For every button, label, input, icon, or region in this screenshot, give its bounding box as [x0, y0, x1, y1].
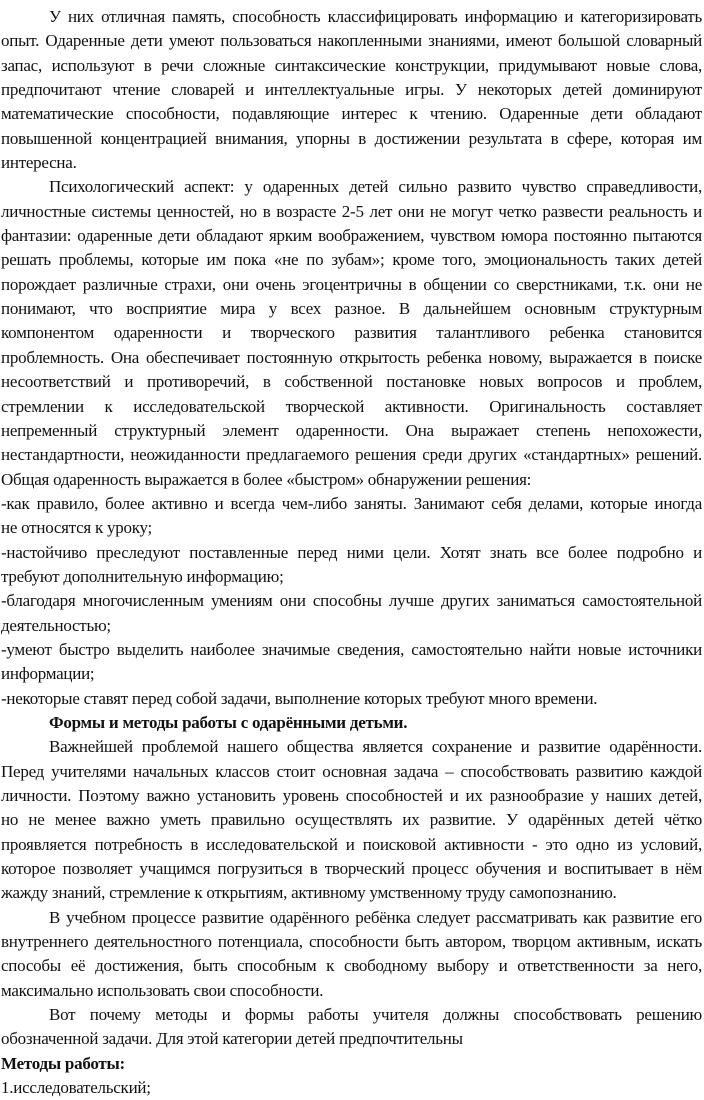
text-line: обозначенной задачи. Для этой категории детей предпочтительны — [1, 1029, 463, 1049]
text-line: Перед учителями начальных классов стоит основная задача – способствовать развитию каждой — [1, 761, 702, 781]
text-line: стремлении к исследовательской творческой активности. Оригинальность составляет — [1, 396, 702, 416]
paragraph — [1, 638, 702, 687]
paragraph — [1, 1076, 702, 1100]
text-line: -некоторые ставят перед собой задачи, выполнение которых требуют много времени. — [1, 688, 598, 708]
text-line: Общая одаренность выражается в более «быстром» обнаружении решения: — [1, 469, 532, 489]
text-line: которое позволяет учащимся погрузиться в творческий процесс обучения и воспитывает в нём — [1, 859, 702, 879]
paragraph — [1, 906, 702, 1003]
text-line: интересна. — [1, 153, 77, 173]
text-line: внутреннего деятельностного потенциала, способности быть автором, творцом активным, искать — [1, 932, 702, 952]
text-line: проявляется потребность в исследовательской и поисковой активности - это одно из условий, — [1, 834, 702, 854]
text-line: максимально использовать свои способности. — [1, 980, 324, 1000]
text-line: Методы работы: — [1, 1053, 125, 1073]
text-line: -благодаря многочисленным умениям они способны лучше других заниматься самостоятельной — [1, 591, 702, 611]
text-line: Формы и методы работы с одарёнными детьми. — [49, 712, 408, 732]
text-line: -умеют быстро выделить наиболее значимые сведения, самостоятельно найти новые источники — [1, 639, 702, 659]
text-line: решать проблемы, которые им пока «не по зубам»; кроме того, эмоциональность таких детей — [1, 250, 702, 270]
text-line: требуют дополнительную информацию; — [1, 566, 284, 586]
text-line: повышенной концентрацией внимания, упорны в достижении результата в сфере, которая им — [1, 128, 702, 148]
text-line: но не менее важно уметь правильно осуществлять их развитие. У одарённых детей чётко — [1, 810, 702, 830]
text-line: запас, используют в речи сложные синтаксические конструкции, придумывают новые слова, — [1, 55, 702, 75]
text-line: фантазии: одаренные дети обладают ярким воображением, чувством юмора постоянно пытаются — [1, 226, 702, 246]
text-line: личности. Поэтому важно установить уровень способностей и их разнообразие у наших детей, — [1, 786, 702, 805]
text-line: Психологический аспект: у одаренных детей сильно развито чувство справедливости, — [49, 177, 702, 197]
text-line: компонентом одаренности и творческого развития талантливого ребенка становится — [1, 323, 702, 343]
paragraph — [1, 1003, 702, 1052]
text-line: Вот почему методы и формы работы учителя должны способствовать решению — [49, 1005, 702, 1025]
text-line: несоответствий и противоречий, в собственной постановке новых вопросов и проблем, — [1, 372, 702, 392]
text-line: понимают, что восприятие мира у всех разное. В дальнейшем основным структурным — [1, 299, 702, 319]
paragraph — [1, 735, 702, 905]
text-line: личностные системы ценностей, но в возрасте 2-5 лет они не могут четко развести реальность и — [1, 201, 702, 221]
paragraph — [1, 589, 702, 638]
text-line: опыт. Одаренные дети умеют пользоваться накопленными знаниями, имеют большой словарный — [1, 31, 702, 51]
text-line: -настойчиво преследуют поставленные перед ними цели. Хотят знать все более подробно и — [1, 542, 702, 562]
paragraph — [1, 175, 702, 491]
text-line: предпочитают чтение словарей и интеллектуальные игры. У некоторых детей доминируют — [1, 80, 702, 100]
text-line: порождает различные страхи, они очень эгоцентричны в общении со сверстниками, т.к. они не — [1, 274, 702, 294]
paragraph — [1, 687, 702, 711]
paragraph — [1, 541, 702, 590]
text-line: жажду знаний, стремление к открытиям, активному умственному труду самопознанию. — [1, 883, 617, 903]
section-heading — [1, 711, 702, 735]
text-line: способы её достижения, быть способным к свободному выбору и ответственности за него, — [1, 956, 702, 976]
text-line: нестандартности, неожиданности предлагаемого решения среди других «стандартных» решений. — [1, 445, 702, 465]
paragraph — [1, 5, 702, 175]
text-line: Важнейшей проблемой нашего общества является сохранение и развитие одарённости. — [49, 737, 702, 757]
section-heading — [1, 1052, 702, 1076]
text-line: информации; — [1, 664, 95, 684]
text-line: У них отличная память, способность классифицировать информацию и категоризировать — [49, 7, 702, 26]
text-line: не относятся к уроку; — [1, 518, 153, 538]
paragraph — [1, 492, 702, 541]
text-line: математические способности, подавляющие интерес к чтению. Одаренные дети обладают — [1, 104, 702, 124]
text-line: В учебном процессе развитие одарённого ребёнка следует рассматривать как развитие его — [49, 907, 702, 927]
text-line: проблемность. Она обеспечивает постоянную открытость ребенка новому, выражается в поиске — [1, 347, 702, 367]
text-line: 1.исследовательский; — [1, 1078, 151, 1098]
text-line: непременный структурный элемент одаренности. Она выражает степень непохожести, — [1, 420, 702, 440]
text-line: деятельностью; — [1, 615, 111, 635]
text-line: -как правило, более активно и всегда чем-либо заняты. Занимают себя делами, которые иногда — [1, 493, 702, 513]
